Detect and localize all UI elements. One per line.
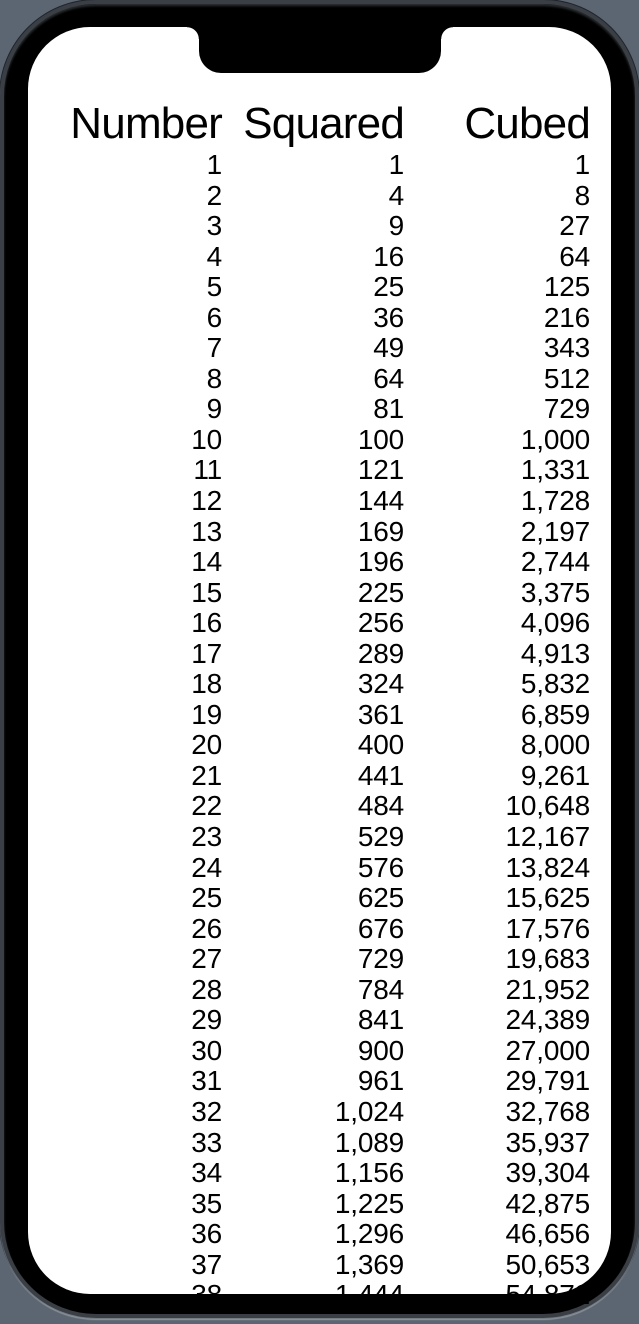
table-cell: 900 bbox=[357, 1034, 404, 1066]
table-cell: 1,444 bbox=[334, 1279, 404, 1311]
table-row bbox=[28, 914, 590, 945]
table-cell: 12 bbox=[191, 485, 222, 517]
table-cell: 2,744 bbox=[520, 546, 590, 578]
table-row bbox=[28, 425, 590, 456]
table-row bbox=[28, 700, 590, 731]
table-cell: 29,791 bbox=[505, 1065, 590, 1097]
table-row bbox=[28, 150, 590, 181]
table-cell: 28 bbox=[191, 973, 222, 1005]
table-cell: 12,167 bbox=[505, 821, 590, 853]
table-row bbox=[28, 822, 590, 853]
table-cell: 9 bbox=[206, 393, 222, 425]
table-row bbox=[28, 853, 590, 884]
table-cell: 125 bbox=[543, 271, 590, 303]
table-cell: 32 bbox=[191, 1095, 222, 1127]
table-cell: 8,000 bbox=[520, 729, 590, 761]
table-cell: 2 bbox=[206, 179, 222, 211]
table-cell: 676 bbox=[357, 912, 404, 944]
table-row bbox=[28, 486, 590, 517]
table-cell: 1 bbox=[206, 149, 222, 180]
table-cell: 1 bbox=[574, 149, 590, 180]
column-header-squared: Squared bbox=[243, 99, 404, 148]
table-cell: 37 bbox=[191, 1248, 222, 1280]
table-cell: 4,913 bbox=[520, 637, 590, 669]
table-cell: 10 bbox=[191, 423, 222, 455]
table-cell: 1,089 bbox=[334, 1126, 404, 1158]
table-cell: 1,225 bbox=[334, 1187, 404, 1219]
table-cell: 841 bbox=[357, 1004, 404, 1036]
table-cell: 6,859 bbox=[520, 698, 590, 730]
table-cell: 16 bbox=[191, 607, 222, 639]
table-row bbox=[28, 1250, 590, 1281]
table-cell: 38 bbox=[191, 1279, 222, 1311]
table-row bbox=[28, 883, 590, 914]
table-cell: 24,389 bbox=[505, 1004, 590, 1036]
table-cell: 81 bbox=[373, 393, 404, 425]
table-cell: 16 bbox=[373, 240, 404, 272]
table-cell: 46,656 bbox=[505, 1218, 590, 1250]
table-cell: 49 bbox=[373, 332, 404, 364]
table-cell: 6 bbox=[206, 301, 222, 333]
table-cell: 15 bbox=[191, 576, 222, 608]
table-row bbox=[28, 1189, 590, 1220]
table-cell: 21,952 bbox=[505, 973, 590, 1005]
table-cell: 216 bbox=[543, 301, 590, 333]
table-row bbox=[28, 547, 590, 578]
table-row bbox=[28, 333, 590, 364]
table-cell: 1,331 bbox=[520, 454, 590, 486]
table-cell: 4 bbox=[388, 179, 404, 211]
table-cell: 256 bbox=[357, 607, 404, 639]
table-cell: 29 bbox=[191, 1004, 222, 1036]
table-cell: 784 bbox=[357, 973, 404, 1005]
table-cell: 7 bbox=[206, 332, 222, 364]
table-cell: 361 bbox=[357, 698, 404, 730]
table-cell: 441 bbox=[357, 759, 404, 791]
table-cell: 35,937 bbox=[505, 1126, 590, 1158]
table-cell: 8 bbox=[206, 362, 222, 394]
table-cell: 9,261 bbox=[520, 759, 590, 791]
table-cell: 39,304 bbox=[505, 1157, 590, 1189]
table-cell: 121 bbox=[357, 454, 404, 486]
table-cell: 36 bbox=[191, 1218, 222, 1250]
table-row bbox=[28, 455, 590, 486]
table-cell: 26 bbox=[191, 912, 222, 944]
table-cell: 31 bbox=[191, 1065, 222, 1097]
table-row bbox=[28, 364, 590, 395]
table-cell: 343 bbox=[543, 332, 590, 364]
table-cell: 4 bbox=[206, 240, 222, 272]
table-row bbox=[28, 1066, 590, 1097]
table-cell: 100 bbox=[357, 423, 404, 455]
table-cell: 32,768 bbox=[505, 1095, 590, 1127]
table-cell: 15,625 bbox=[505, 882, 590, 914]
table-row bbox=[28, 1036, 590, 1067]
table-cell: 2,197 bbox=[520, 515, 590, 547]
number-squared-cubed-table bbox=[28, 98, 590, 1311]
table-row bbox=[28, 242, 590, 273]
table-cell: 19,683 bbox=[505, 943, 590, 975]
table-cell: 3,375 bbox=[520, 576, 590, 608]
table-row bbox=[28, 1280, 590, 1311]
table-cell: 25 bbox=[191, 882, 222, 914]
table-cell: 64 bbox=[373, 362, 404, 394]
table-cell: 50,653 bbox=[505, 1248, 590, 1280]
table-row bbox=[28, 608, 590, 639]
table-cell: 17,576 bbox=[505, 912, 590, 944]
table-cell: 24 bbox=[191, 851, 222, 883]
notch bbox=[199, 27, 441, 73]
table-row bbox=[28, 761, 590, 792]
table-cell: 36 bbox=[373, 301, 404, 333]
table-cell: 21 bbox=[191, 759, 222, 791]
table-row bbox=[28, 1097, 590, 1128]
table-cell: 729 bbox=[357, 943, 404, 975]
table-row bbox=[28, 578, 590, 609]
table-cell: 13 bbox=[191, 515, 222, 547]
table-row bbox=[28, 211, 590, 242]
table-cell: 54,872 bbox=[505, 1279, 590, 1311]
table-row bbox=[28, 975, 590, 1006]
table-cell: 529 bbox=[357, 821, 404, 853]
table-cell: 22 bbox=[191, 790, 222, 822]
table-row bbox=[28, 181, 590, 212]
table-cell: 8 bbox=[574, 179, 590, 211]
table-row bbox=[28, 1128, 590, 1159]
table-cell: 225 bbox=[357, 576, 404, 608]
table-cell: 1 bbox=[388, 149, 404, 180]
table-row bbox=[28, 517, 590, 548]
table-row bbox=[28, 639, 590, 670]
table-cell: 14 bbox=[191, 546, 222, 578]
table-cell: 10,648 bbox=[505, 790, 590, 822]
table-row bbox=[28, 669, 590, 700]
table-cell: 961 bbox=[357, 1065, 404, 1097]
table-row bbox=[28, 303, 590, 334]
column-header-number: Number bbox=[70, 99, 222, 148]
table-row bbox=[28, 791, 590, 822]
table-row bbox=[28, 1158, 590, 1189]
table-cell: 1,728 bbox=[520, 485, 590, 517]
table-cell: 27,000 bbox=[505, 1034, 590, 1066]
table-header-row bbox=[28, 98, 590, 150]
table-cell: 289 bbox=[357, 637, 404, 669]
table-row bbox=[28, 272, 590, 303]
table-cell: 5 bbox=[206, 271, 222, 303]
table-cell: 512 bbox=[543, 362, 590, 394]
table-cell: 196 bbox=[357, 546, 404, 578]
table-cell: 33 bbox=[191, 1126, 222, 1158]
table-row bbox=[28, 1005, 590, 1036]
table-cell: 169 bbox=[357, 515, 404, 547]
table-cell: 1,296 bbox=[334, 1218, 404, 1250]
table-cell: 4,096 bbox=[520, 607, 590, 639]
table-cell: 9 bbox=[388, 210, 404, 242]
table-cell: 25 bbox=[373, 271, 404, 303]
table-cell: 1,369 bbox=[334, 1248, 404, 1280]
table-cell: 13,824 bbox=[505, 851, 590, 883]
table-cell: 5,832 bbox=[520, 668, 590, 700]
table-cell: 35 bbox=[191, 1187, 222, 1219]
table-cell: 3 bbox=[206, 210, 222, 242]
table-cell: 27 bbox=[559, 210, 590, 242]
table-cell: 17 bbox=[191, 637, 222, 669]
table-cell: 30 bbox=[191, 1034, 222, 1066]
table-cell: 1,156 bbox=[334, 1157, 404, 1189]
table-cell: 324 bbox=[357, 668, 404, 700]
table-cell: 42,875 bbox=[505, 1187, 590, 1219]
table-cell: 400 bbox=[357, 729, 404, 761]
table-row bbox=[28, 394, 590, 425]
table-cell: 64 bbox=[559, 240, 590, 272]
table-cell: 729 bbox=[543, 393, 590, 425]
table-cell: 625 bbox=[357, 882, 404, 914]
table-cell: 23 bbox=[191, 821, 222, 853]
column-header-cubed: Cubed bbox=[464, 99, 590, 148]
table-cell: 1,000 bbox=[520, 423, 590, 455]
table-cell: 484 bbox=[357, 790, 404, 822]
table-cell: 34 bbox=[191, 1157, 222, 1189]
table-row bbox=[28, 944, 590, 975]
app-screen bbox=[28, 27, 611, 1311]
table-cell: 18 bbox=[191, 668, 222, 700]
table-row bbox=[28, 1219, 590, 1250]
table-cell: 144 bbox=[357, 485, 404, 517]
table-cell: 19 bbox=[191, 698, 222, 730]
table-cell: 20 bbox=[191, 729, 222, 761]
table-cell: 576 bbox=[357, 851, 404, 883]
table-row bbox=[28, 730, 590, 761]
table-cell: 27 bbox=[191, 943, 222, 975]
table-cell: 1,024 bbox=[334, 1095, 404, 1127]
table-cell: 11 bbox=[193, 454, 222, 486]
